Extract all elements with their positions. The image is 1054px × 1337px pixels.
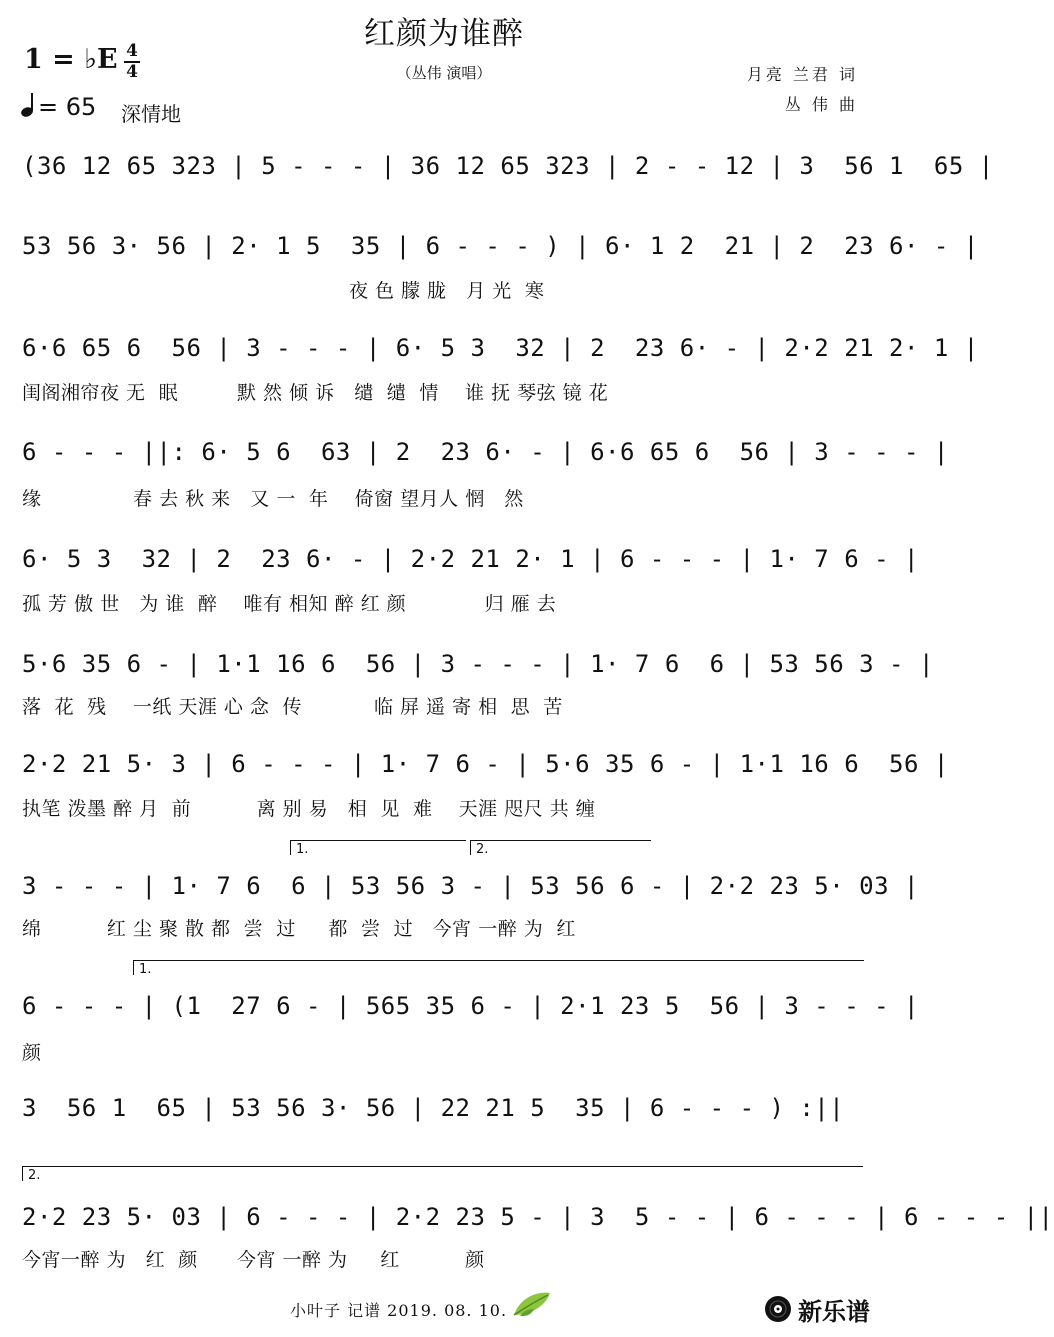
lyrics-line: 孤 芳 傲 世 为 谁 醉 唯有 相知 醉 红 颜 归 雁 去 xyxy=(22,593,557,615)
notation-line: 53 56 3· 56 | 2· 1 5 35 | 6 - - - ) | 6· 1 2 21 | 2 23 6· - | xyxy=(22,232,979,260)
notation-line: 6 - - - ||: 6· 5 6 63 | 2 23 6· - | 6·6 65 6 56 | 3 - - - | xyxy=(22,438,949,466)
tempo-marking xyxy=(20,92,96,121)
volta-bracket-3 xyxy=(133,960,864,975)
notation-line: 6· 5 3 32 | 2 23 6· - | 2·2 21 2· 1 | 6 - - - | 1· 7 6 - | xyxy=(22,545,919,573)
site-logo[interactable] xyxy=(764,1294,870,1324)
lyrics-line: 今宵一醉 为 红 颜 今宵 一醉 为 红 颜 xyxy=(22,1249,485,1271)
lyrics-line: 落 花 残 一纸 天涯 心 念 传 临 屏 遥 寄 相 思 苦 xyxy=(22,696,563,718)
volta-bracket-1 xyxy=(290,840,466,855)
lyrics-line: 执笔 泼墨 醉 月 前 离 别 易 相 见 难 天涯 咫尺 共 缠 xyxy=(22,798,596,820)
meter-bottom: 4 xyxy=(126,62,138,82)
time-signature xyxy=(123,42,141,82)
composer-credit: 丛 伟 曲 xyxy=(784,95,858,114)
tempo-value: = 65 xyxy=(38,93,97,121)
notation-line: 3 - - - | 1· 7 6 6 | 53 56 3 - | 53 56 6 - | 2·2 23 5· 03 | xyxy=(22,872,919,900)
lyrics-line: 缘 春 去 秋 来 又 一 年 倚窗 望月人 惘 然 xyxy=(22,488,524,510)
lyrics-line: 闺阁湘帘夜 无 眠 默 然 倾 诉 缱 缱 情 谁 抚 琴弦 镜 花 xyxy=(22,382,609,404)
lyrics-line: 夜 色 朦 胧 月 光 寒 xyxy=(22,280,545,302)
meter-top: 4 xyxy=(126,41,138,61)
notation-line: 3 56 1 65 | 53 56 3· 56 | 22 21 5 35 | 6 - - - ) :|| xyxy=(22,1094,845,1122)
volta-label: 2. xyxy=(476,842,489,857)
vinyl-record-icon xyxy=(764,1295,792,1323)
notation-line: 6·6 65 6 56 | 3 - - - | 6· 5 3 32 | 2 23 6· - | 2·2 21 2· 1 | xyxy=(22,334,979,362)
logo-text: 新乐谱 xyxy=(798,1297,870,1326)
notation-line: 6 - - - | (1 27 6 - | 565 35 6 - | 2·1 23 5 56 | 3 - - - | xyxy=(22,992,919,1020)
notation-line: (36 12 65 323 | 5 - - - | 36 12 65 323 | 2 - - 12 | 3 56 1 65 | xyxy=(22,152,994,180)
lyrics-line: 绵 红 尘 聚 散 都 尝 过 都 尝 过 今宵 一醉 为 红 xyxy=(22,918,576,940)
singer-credit: （丛伟 演唱） xyxy=(396,64,492,82)
expression-mark: 深情地 xyxy=(121,102,181,126)
volta-bracket-2 xyxy=(470,840,651,855)
volta-label: 2. xyxy=(28,1168,41,1183)
volta-label: 1. xyxy=(139,962,152,977)
volta-label: 1. xyxy=(296,842,309,857)
lyricist-credit: 月亮 兰君 词 xyxy=(746,65,858,84)
song-title: 红颜为谁醉 xyxy=(364,16,524,52)
notation-line: 2·2 23 5· 03 | 6 - - - | 2·2 23 5 - | 3 5 - - | 6 - - - | 6 - - - || xyxy=(22,1203,1054,1231)
transcriber-credit: 小叶子 记谱 2019. 08. 10. xyxy=(290,1301,508,1320)
key-signature: 1 = ♭E xyxy=(24,44,118,75)
notation-line: 2·2 21 5· 3 | 6 - - - | 1· 7 6 - | 5·6 35 6 - | 1·1 16 6 56 | xyxy=(22,750,949,778)
lyrics-line: 颜 xyxy=(22,1042,42,1064)
leaf-icon xyxy=(510,1289,554,1319)
volta-bracket-4 xyxy=(22,1166,863,1181)
quarter-note-icon xyxy=(20,92,38,116)
notation-line: 5·6 35 6 - | 1·1 16 6 56 | 3 - - - | 1· 7 6 6 | 53 56 3 - | xyxy=(22,650,934,678)
